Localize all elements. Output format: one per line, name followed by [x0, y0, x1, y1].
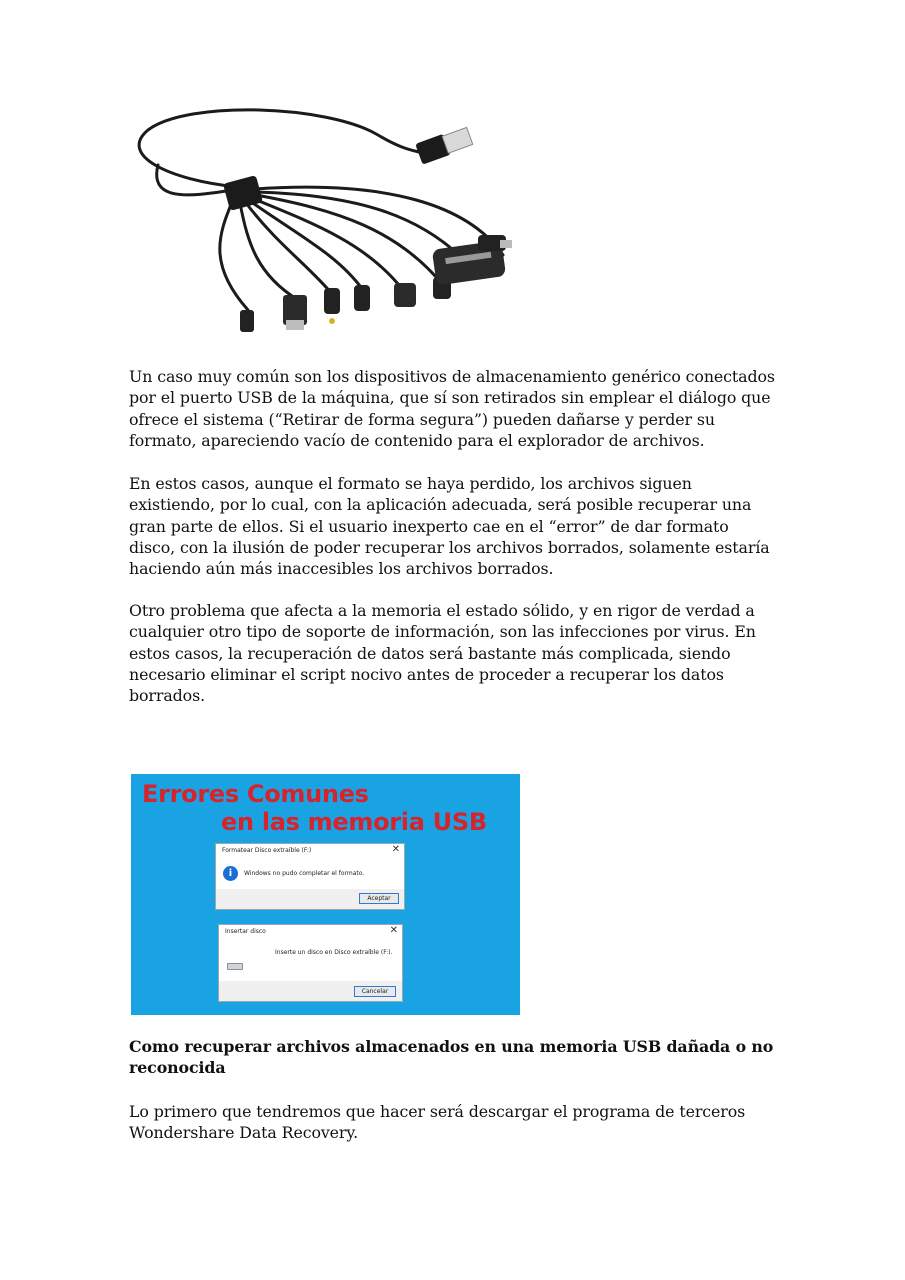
close-icon: ✕ — [391, 844, 400, 855]
dialog-title: Insertar disco — [225, 928, 266, 935]
banner-title-line1: Errores Comunes — [142, 780, 369, 808]
usb-multi-cable-image — [128, 95, 528, 345]
accept-button: Aceptar — [359, 893, 399, 904]
paragraph-usb-storage: Un caso muy común son los dispositivos de almacenamiento genérico conectados por el puerto USB de la máquina, que sí son retirados sin emplear el diálogo que ofrece el sistema (“Retirar de forma segura”) pueden dañarse y perder su formato, apareciendo vacío de contenido para el explorador de archivos. — [129, 367, 775, 450]
banner-title-line2: en las memoria USB — [221, 808, 487, 836]
paragraph-format-lost: En estos casos, aunque el formato se haya perdido, los archivos siguen existiendo, por lo cual, con la aplicación adecuada, será posible recuperar una gran parte de ellos. Si el usuario inexperto cae en el “error” de dar formato disco, con la ilusión de poder recuperar los archivos borrados, solamente estaría haciendo aún más inaccesibles los archivos borrados. — [129, 474, 770, 579]
close-icon: ✕ — [389, 925, 398, 936]
paragraph-virus-infection: Otro problema que afecta a la memoria el estado sólido, y en rigor de verdad a cualquier otro tipo de soporte de información, son las infecciones por virus. En estos casos, la recuperación de datos será bastante más complicada, siendo necesario eliminar el script nocivo antes de proceder a recuperar los datos borrados. — [129, 601, 756, 706]
format-error-dialog — [215, 843, 405, 910]
usb-errors-banner-image — [131, 774, 520, 1015]
info-icon: i — [223, 866, 238, 881]
paragraph-download-program: Lo primero que tendremos que hacer será descargar el programa de terceros Wondershare Data Recovery. — [129, 1102, 746, 1143]
removable-drive-icon — [227, 963, 243, 970]
dialog-message: Windows no pudo completar el formato. — [244, 870, 365, 877]
banner-title — [142, 780, 487, 836]
cancel-button: Cancelar — [354, 986, 396, 997]
section-heading: Como recuperar archivos almacenados en una memoria USB dañada o no reconocida — [129, 1037, 774, 1078]
insert-disk-dialog — [218, 924, 403, 1002]
dialog-message: Inserte un disco en Disco extraíble (F:). — [275, 949, 393, 956]
dialog-title: Formatear Disco extraíble (F:) — [222, 847, 312, 854]
